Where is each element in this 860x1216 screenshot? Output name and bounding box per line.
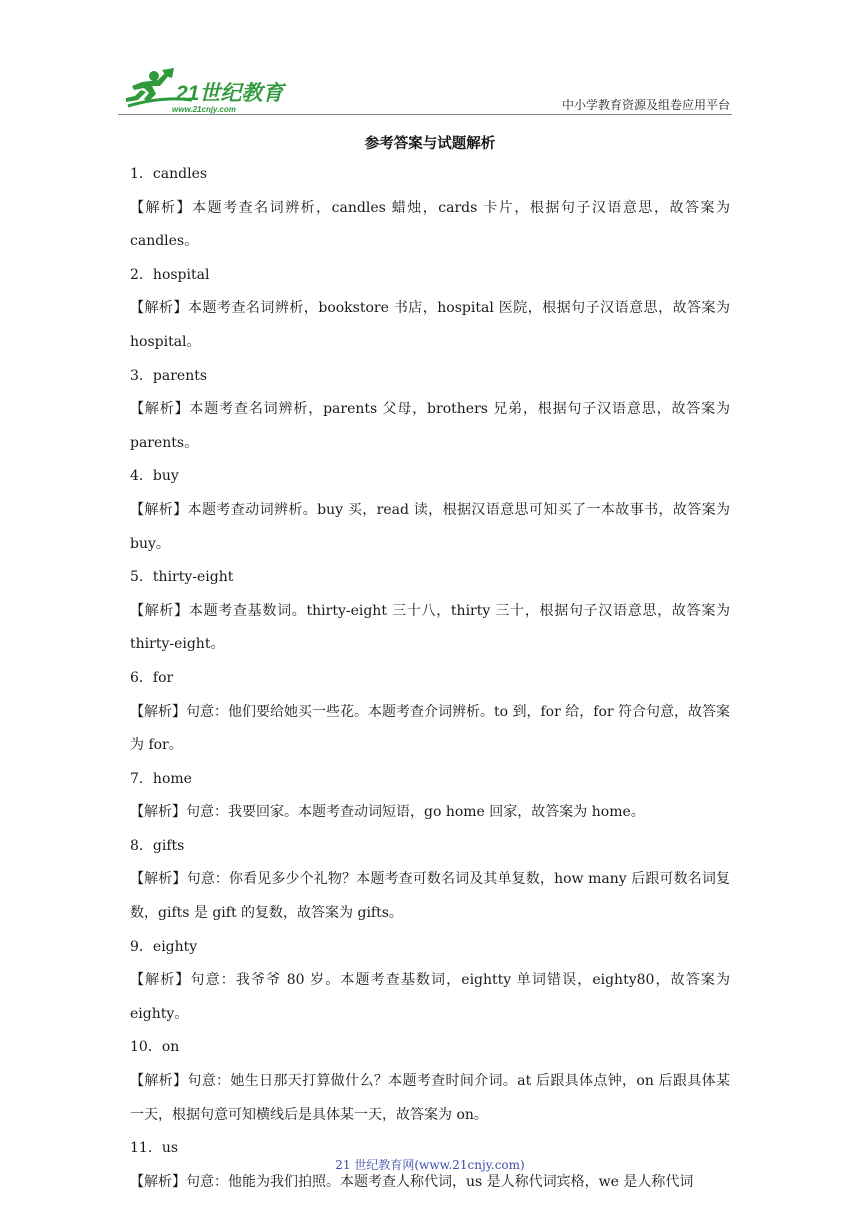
explanation-tag-label: 解析 xyxy=(145,199,177,216)
explanation-text: 句意：他们要给她买一些花。本题考查介词辨析。to 到，for 给，for 符合句意，故答案为 for。 xyxy=(130,703,731,754)
page-footer: 21 世纪教育网(www.21cnjy.com) xyxy=(335,1158,525,1172)
explanation-tag-close: 】 xyxy=(172,804,186,821)
explanation-tag-open: 【 xyxy=(130,401,145,418)
explanation-tag-label: 解析 xyxy=(144,602,175,619)
explanation-text: 本题考查基数词。thirty-eight 三十八，thirty 三十，根据句子汉语意思，故答案为 thirty-eight。 xyxy=(130,602,731,653)
explanation-tag-label: 解析 xyxy=(144,1073,174,1090)
item-explanation xyxy=(130,964,730,1031)
explanation-tag-label: 解析 xyxy=(144,1173,172,1190)
explanation-text: 句意：我要回家。本题考查动词短语，go home 回家，故答案为 home。 xyxy=(186,804,645,821)
explanation-tag-label: 解析 xyxy=(144,703,172,720)
svg-text:www.21cnjy.com: www.21cnjy.com xyxy=(172,105,236,114)
answer-item xyxy=(130,662,730,696)
runner-logo-icon xyxy=(122,66,292,116)
explanation-tag-label: 解析 xyxy=(145,972,176,989)
item-explanation xyxy=(130,595,730,662)
item-number: 7． xyxy=(130,770,153,787)
logo xyxy=(122,66,292,116)
answer-item xyxy=(130,931,730,965)
item-explanation xyxy=(130,696,730,763)
item-number: 10． xyxy=(130,1039,162,1056)
explanation-tag-open: 【 xyxy=(130,602,145,619)
item-number: 8． xyxy=(130,837,153,854)
item-number: 11． xyxy=(130,1140,162,1157)
explanation-tag-close: 】 xyxy=(173,1073,188,1090)
item-explanation xyxy=(130,494,730,561)
explanation-tag-label: 解析 xyxy=(144,401,175,418)
explanation-text: 句意：她生日那天打算做什么？本题考查时间介词。at 后跟具体点钟，on 后跟具体某一天，根据句意可知横线后是具体某一天，故答案为 on。 xyxy=(130,1073,730,1123)
explanation-tag-open: 【 xyxy=(130,199,146,216)
explanation-text: 本题考查名词辨析，bookstore 书店，hospital 医院，根据句子汉语意思，故答案为 hospital。 xyxy=(130,300,731,350)
explanation-text: 句意：他能为我们拍照。本题考查人称代词，us 是人称代词宾格，we 是人称代词 xyxy=(186,1173,694,1190)
svg-text:21世纪教育: 21世纪教育 xyxy=(176,82,284,105)
platform-tagline: 中小学教育资源及组卷应用平台 xyxy=(561,98,730,112)
item-answer: eighty xyxy=(152,938,198,955)
item-explanation xyxy=(130,796,730,830)
item-answer: home xyxy=(152,770,192,787)
answer-item xyxy=(130,1031,730,1065)
explanation-tag-close: 】 xyxy=(174,602,189,619)
answer-list xyxy=(130,158,730,1199)
item-explanation xyxy=(130,192,730,259)
item-answer: hospital xyxy=(152,266,210,283)
item-number: 5． xyxy=(130,569,153,586)
explanation-tag-label: 解析 xyxy=(144,804,172,821)
explanation-tag-open: 【 xyxy=(130,501,145,518)
explanation-text: 本题考查名词辨析，candles 蜡烛，cards 卡片，根据句子汉语意思，故答案为 candles。 xyxy=(130,199,730,250)
item-number: 3． xyxy=(130,367,153,384)
explanation-tag-close: 】 xyxy=(175,972,191,989)
explanation-tag-close: 】 xyxy=(173,300,188,317)
item-explanation xyxy=(130,292,730,359)
explanation-tag-label: 解析 xyxy=(144,300,174,317)
answer-item xyxy=(130,561,730,595)
item-number: 4． xyxy=(130,468,153,485)
item-answer: candles xyxy=(152,166,208,182)
item-number: 6． xyxy=(130,669,153,686)
explanation-tag-open: 【 xyxy=(130,1073,145,1090)
page-header xyxy=(0,0,860,118)
explanation-tag-close: 】 xyxy=(172,1173,186,1190)
item-answer: thirty-eight xyxy=(152,569,234,586)
explanation-tag-open: 【 xyxy=(130,804,144,821)
answer-item xyxy=(130,360,730,394)
item-answer: parents xyxy=(152,367,208,384)
explanation-tag-label: 解析 xyxy=(144,871,173,888)
item-answer: us xyxy=(161,1140,179,1157)
explanation-tag-close: 】 xyxy=(172,871,187,888)
explanation-tag-open: 【 xyxy=(130,871,145,888)
answer-item xyxy=(130,259,730,293)
explanation-tag-close: 】 xyxy=(174,401,190,418)
item-answer: buy xyxy=(152,468,179,485)
explanation-tag-close: 】 xyxy=(172,703,186,720)
explanation-text: 句意：你看见多少个礼物？本题考查可数名词及其单复数，how many 后跟可数名词复数，gifts 是 gift 的复数，故答案为 gifts。 xyxy=(130,871,731,922)
explanation-tag-open: 【 xyxy=(130,703,144,720)
answer-item xyxy=(130,763,730,797)
item-explanation xyxy=(130,393,730,460)
explanation-text: 本题考查名词辨析，parents 父母，brothers 兄弟，根据句子汉语意思，故答案为 parents。 xyxy=(130,401,731,451)
answer-item xyxy=(130,158,730,192)
document-title: 参考答案与试题解析 xyxy=(364,135,496,152)
explanation-text: 句意：我爷爷 80 岁。本题考查基数词，eightty 单词错误，eighty80，故答案为 eighty。 xyxy=(130,972,731,1022)
answer-item xyxy=(130,830,730,864)
explanation-tag-close: 】 xyxy=(176,199,193,216)
explanation-tag-label: 解析 xyxy=(144,501,174,518)
item-number: 1． xyxy=(130,166,153,182)
explanation-tag-close: 】 xyxy=(173,501,188,518)
item-number: 9． xyxy=(130,938,153,955)
explanation-text: 本题考查动词辨析。buy 买，read 读，根据汉语意思可知买了一本故事书，故答案为 buy。 xyxy=(130,501,731,552)
item-explanation xyxy=(130,863,730,930)
answer-item xyxy=(130,460,730,494)
item-number: 2． xyxy=(130,266,153,283)
header-divider xyxy=(118,114,732,115)
explanation-tag-open: 【 xyxy=(130,972,146,989)
explanation-tag-open: 【 xyxy=(130,1173,144,1190)
explanation-tag-open: 【 xyxy=(130,300,145,317)
item-answer: on xyxy=(161,1039,180,1056)
item-explanation xyxy=(130,1065,730,1132)
item-answer: for xyxy=(152,669,174,686)
item-answer: gifts xyxy=(152,837,185,854)
